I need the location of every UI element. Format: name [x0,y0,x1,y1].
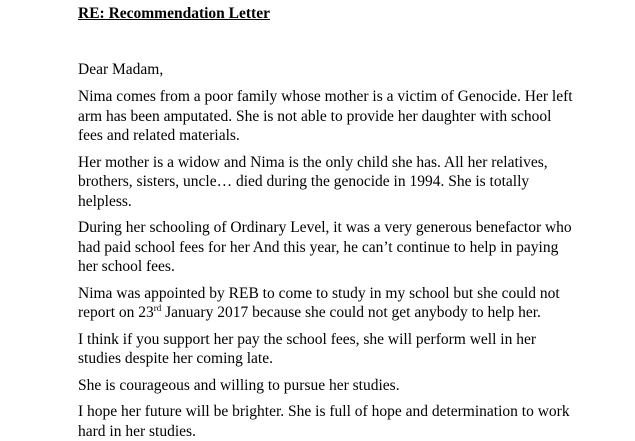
text-line: I hope her future will be brighter. She is full of hope and determination to work [78,402,630,422]
date-prefix: report on 23 [78,304,154,321]
text-line: Nima comes from a poor family whose mother is a victim of Genocide. Her left [78,87,630,107]
paragraph-hope [78,402,630,441]
text-line: studies despite her coming late. [78,349,630,369]
text-line: fees and related materials. [78,126,630,146]
text-line: arm has been amputated. She is not able to provide her daughter with school [78,107,630,127]
text-line: Her mother is a widow and Nima is the only child she has. All her relatives, [78,153,630,173]
text-line: She is courageous and willing to pursue her studies. [78,376,630,396]
text-line: Nima was appointed by REB to come to study in my school but she could not [78,284,630,304]
ordinal-suffix: rd [154,303,162,313]
text-line: I think if you support her pay the school fees, she will perform well in her [78,330,630,350]
letter-salutation: Dear Madam, [78,60,630,80]
text-line: During her schooling of Ordinary Level, it was a very generous benefactor who [78,218,630,238]
paragraph-benefactor [78,218,630,277]
text-line: helpless. [78,192,630,212]
letter-page [78,4,630,441]
text-line: her school fees. [78,257,630,277]
text-line: had paid school fees for her And this year, he can’t continue to help in paying [78,238,630,258]
paragraph-support [78,330,630,369]
text-line: brothers, sisters, uncle… died during the genocide in 1994. She is totally [78,172,630,192]
paragraph-widow [78,153,630,212]
letter-subject: RE: Recommendation Letter [78,4,630,24]
paragraph-courageous [78,376,630,396]
paragraph-appointment [78,284,630,323]
text-line: hard in her studies. [78,422,630,441]
text-line-date [78,303,630,323]
date-suffix: January 2017 because she could not get anybody to help her. [161,304,541,321]
paragraph-mother-victim [78,87,630,146]
